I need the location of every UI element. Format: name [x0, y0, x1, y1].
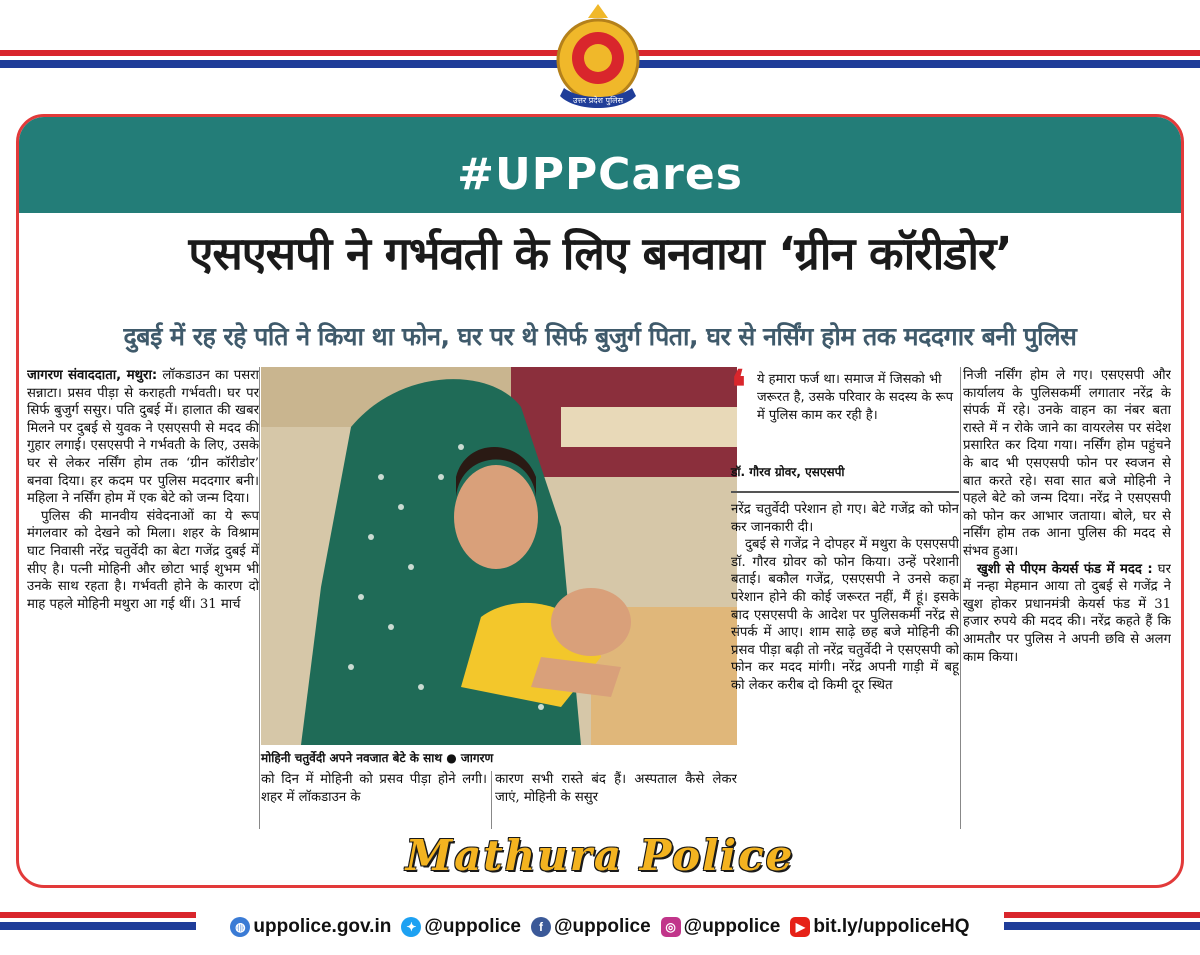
youtube-icon: ▶: [790, 917, 810, 937]
paragraph: दुबई से गजेंद्र ने दोपहर में मथुरा के एसएसपी डॉ. गौरव ग्रोवर को फोन किया। उन्हें परेशानी बताई। बकौल गजेंद्र, एसएसपी ने उनसे कहा परेशान होने की कोई जरूरत नहीं, मैं हूं। इसके बाद एसएसपी के आदेश पर पुलिसकर्मी नरेंद्र से संपर्क में आए। शाम साढ़े छह बजे मोहिनी की प्रसव पीड़ा बढ़ी तो नरेंद्र चतुर्वेदी ने एसएसपी को फोन कर मदद मांगी। नरेंद्र अपनी गाड़ी में बहू को लेकर करीब दो किमी दूर स्थित: [731, 537, 959, 693]
dateline: जागरण संवाददाता, मथुरा:: [27, 368, 158, 383]
up-police-emblem-icon: [546, 0, 650, 120]
article-frame: [16, 114, 1184, 888]
column-divider: [960, 367, 961, 829]
article-column-4: [963, 367, 1171, 829]
youtube-link[interactable]: ▶ bit.ly/uppoliceHQ: [790, 916, 969, 938]
facebook-link[interactable]: f @uppolice: [531, 916, 651, 938]
subhead-lead: खुशी से पीएम केयर्स फंड में मदद :: [977, 561, 1153, 577]
paragraph: घर में नन्हा मेहमान आया तो दुबई से गजेंद्र ने खुश होकर प्रधानमंत्री केयर्स फंड में 31 हजार रुपये की मदद की। नरेंद्र कहते हैं कि आमतौर पर पुलिस ने अपनी छवि से अलग काम किया।: [963, 561, 1171, 665]
column-divider: [491, 771, 492, 829]
subheadline: दुबई में रह रहे पति ने किया था फोन, घर पर थे सिर्फ बुजुर्ग पिता, घर से नर्सिंग होम तक मददगार बनी पुलिस: [123, 322, 1077, 351]
paragraph: को दिन में मोहिनी को प्रसव पीड़ा होने लगी। शहर में लॉकडाउन के: [261, 772, 487, 805]
hashtag: #UPPCares: [457, 149, 743, 200]
social-links-bar: [196, 908, 1004, 946]
news-photo: [261, 367, 737, 745]
headline: एसएसपी ने गर्भवती के लिए बनवाया ‘ग्रीन कॉरीडोर’: [188, 227, 1012, 280]
article-column-3-bottom: [495, 771, 737, 829]
hashtag-banner: [19, 117, 1181, 213]
instagram-icon: ◎: [661, 917, 681, 937]
quote-author: डॉ. गौरव ग्रोवर, एसएसपी: [731, 465, 845, 479]
instagram-link[interactable]: ◎ @uppolice: [661, 916, 781, 938]
pull-quote: [731, 360, 959, 487]
website-link[interactable]: ◍ uppolice.gov.in: [230, 916, 391, 938]
paragraph: पुलिस की मानवीय संवेदनाओं का ये रूप मंगलवार को देखने को मिला। शहर के विश्राम घाट निवासी नरेंद्र चतुर्वेदी का बेटा गजेंद्र दुबई में सीए है। पत्नी मोहिनी और छोटा भाई शुभम भी उनके साथ रहता है। गर्भवती होने के कारण दो माह पहले मोहिनी मथुरा आ गई थीं। 31 मार्च: [27, 508, 259, 612]
emblem-text: उत्तर प्रदेश पुलिस: [573, 96, 623, 105]
column-divider: [259, 367, 260, 829]
facebook-icon: f: [531, 917, 551, 937]
paragraph: नरेंद्र चतुर्वेदी परेशान हो गए। बेटे गजेंद्र को फोन कर जानकारी दी।: [731, 502, 959, 535]
paragraph: कारण सभी रास्ते बंद हैं। अस्पताल कैसे लेकर जाएं, मोहिनी के ससुर: [495, 772, 737, 805]
paragraph: लॉकडाउन का पसरा सन्नाटा। प्रसव पीड़ा से कराहती गर्भवती। घर पर सिर्फ बुजुर्ग ससुर। पति दुबई में। हालात की खबर मिलने पर दुबई से युवक ने एसएसपी से मदद की गुहार लगाई। एसएसपी ने गर्भवती के लिए, उसके घर से लेकर नर्सिंग होम तक ‘ग्रीन कॉरीडोर’ बनवा दिया। हर कदम पर पुलिस मददगार बनी। महिला ने नर्सिंग होम में एक बेटे को जन्म दिया।: [27, 368, 259, 507]
article-column-1: [27, 367, 259, 827]
mother-with-newborn-photo: [261, 367, 737, 745]
twitter-link[interactable]: ✦ @uppolice: [401, 916, 521, 938]
paragraph: निजी नर्सिंग होम ले गए। एसएसपी और कार्यालय के पुलिसकर्मी लगातार नरेंद्र के संपर्क में रहे। उनके वाहन का नंबर बता रास्ते में न रोके जाने का वायरलेस पर संदेश प्रसारित कर दिया गया। नर्सिंग होम पहुंचने के बाद भी एसएसपी फोन पर स्वजन से बात करते रहे। सवा सात बजे मोहिनी ने पहले बेटे को जन्म दिया। नरेंद्र ने एसएसपी को फोन कर आभार जताया। बोले, घर से नर्सिंग होम तक आना पुलिस की मदद से संभव हुआ।: [963, 368, 1171, 559]
globe-icon: ◍: [230, 917, 250, 937]
twitter-icon: ✦: [401, 917, 421, 937]
article-column-3: [731, 501, 959, 829]
divider: [731, 491, 959, 493]
quote-mark-icon: ❛: [731, 360, 746, 414]
photo-caption: मोहिनी चतुर्वेदी अपने नवजात बेटे के साथ ● जागरण: [261, 751, 494, 765]
article-column-2-bottom: [261, 771, 487, 829]
quote-text: ये हमारा फर्ज था। समाज में जिसको भी जरूरत है, उसके परिवार के सदस्य के रूप में पुलिस काम कर रही है।: [757, 372, 954, 423]
mathura-police-wordmark: Mathura Police: [405, 831, 795, 880]
